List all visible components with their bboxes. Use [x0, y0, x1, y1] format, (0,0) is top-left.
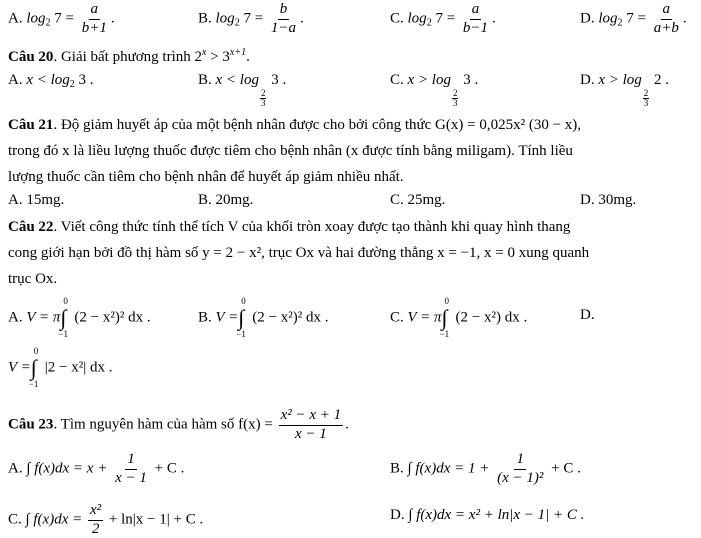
q22-option-d[interactable]: V =∫ 0 −1 |2 − x²| dx . — [8, 346, 113, 389]
q22-label: Câu 22 — [8, 219, 54, 235]
q20-label: Câu 20 — [8, 49, 54, 65]
q20-question: Câu 20. Giải bất phương trình $2^x > 3^{x+1}$. — [8, 47, 250, 65]
q21-label: Câu 21 — [8, 117, 54, 133]
q22-option-d-letter[interactable]: D. — [580, 307, 595, 323]
q23-question: Câu 23. Tìm nguyên hàm của hàm số f(x) = $\frac{\text{x² − x + 1}}{x - 1}$ . — [8, 407, 349, 442]
q21-question: Câu 21. Độ giảm huyết áp của một bệnh nhân được cho bởi công thức G(x) = 0,025x² (30 − x), trong đó x là liều lượng thuốc được tiêm cho bệnh nhân (x được tính bằng miligam). Tính liều lượng thuốc cần tiêm cho bệnh nhân để huyết áp giảm nhiều nhất. — [8, 117, 582, 185]
q20-option-b[interactable]: B. x < log $\frac{2}{3}$ 3 . — [198, 72, 287, 108]
q19-option-a[interactable]: A. $\log_2 7$ = $\frac{a}{b+1}$ . — [8, 1, 115, 36]
q19-option-d[interactable]: D. $\log_2 7$ = $\frac{a}{a+b}$ . — [580, 1, 687, 36]
q20-option-d[interactable]: D. x > log $\frac{2}{3}$ 2 . — [580, 72, 670, 108]
integral-sign-icon: ∫ 0 −1 — [58, 296, 68, 339]
q21-option-a[interactable]: A. 15mg. — [8, 192, 65, 208]
integral-sign-icon: ∫ 0 −1 — [28, 346, 39, 389]
q23-option-d[interactable]: D. ∫ f(x)dx = x² + ln|x − 1| + C . — [390, 507, 585, 523]
q21-option-d[interactable]: D. 30mg. — [580, 192, 637, 208]
q20-option-a[interactable]: A. $x < \log_2 3$ . — [8, 72, 94, 90]
q22-option-b[interactable]: B. V =∫ 0 −1 (2 − x²)² dx . — [198, 296, 329, 339]
q21-option-c[interactable]: C. 25mg. — [390, 192, 446, 208]
q20-option-c[interactable]: C. x > log $\frac{2}{3}$ 3 . — [390, 72, 479, 108]
q22-question: Câu 22. Viết công thức tính thể tích V của khối tròn xoay được tạo thành khi quay hình thang cong giới hạn bởi đồ thị hàm số y = 2 − x², trục Ox và hai đường thẳng x = −1, x = 0 xung quanh trục Ox. — [8, 219, 590, 287]
integral-sign-icon: ∫ 0 −1 — [439, 296, 450, 339]
q23-option-c[interactable]: C. ∫ f(x)dx = $\frac{\text{x²}}{2}$ + ln|x − 1| + C . — [8, 502, 204, 537]
q22-option-a[interactable]: A. V = π∫ 0 −1 (2 − x²)² dx . — [8, 296, 151, 339]
integral-sign-icon: ∫ 0 −1 — [236, 296, 246, 339]
q19-option-b[interactable]: B. $\log_2 7$ = $\frac{b}{1-a}$ . — [198, 1, 304, 36]
q21-option-b[interactable]: B. 20mg. — [198, 192, 254, 208]
q23-label: Câu 23 — [8, 416, 54, 433]
q22-option-c[interactable]: C. V = π∫ 0 −1 (2 − x²) dx . — [390, 296, 528, 339]
q23-option-a[interactable]: A. ∫ f(x)dx = x + $\frac{1}{x - 1}$ + C . — [8, 451, 185, 486]
q23-option-b[interactable]: B. ∫ f(x)dx = 1 + $\frac{1}{\text{(x − 1)²}}$ + C . — [390, 451, 581, 486]
q19-option-c[interactable]: C. $\log_2 7$ = $\frac{a}{b-1}$ . — [390, 1, 496, 36]
